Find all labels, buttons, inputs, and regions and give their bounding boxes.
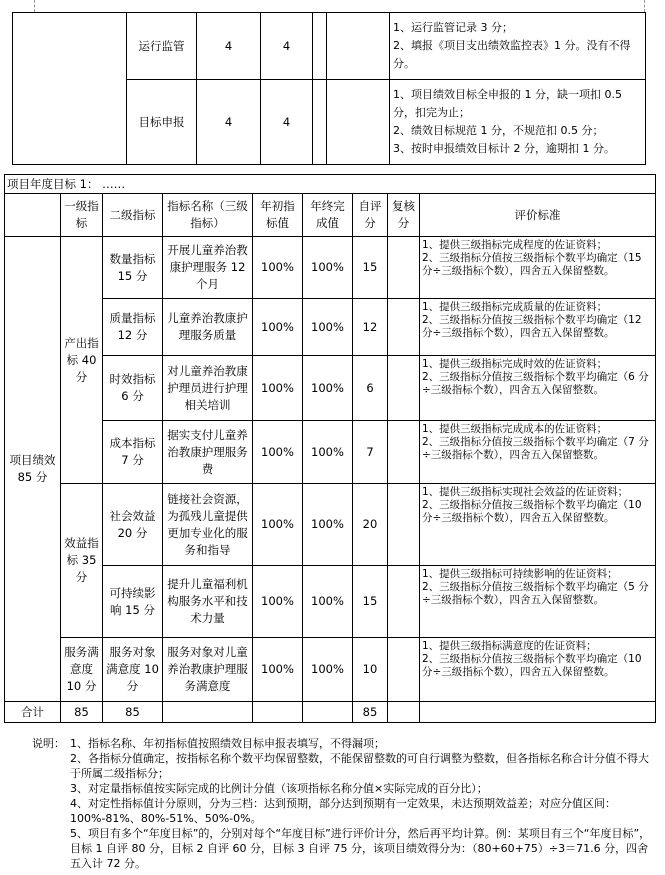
total-label: 合计 bbox=[5, 702, 61, 723]
init-cell: 100% bbox=[253, 237, 303, 299]
l3-cell: 提升儿童福利机构服务水平和技术力量 bbox=[163, 566, 253, 638]
final-cell: 100% bbox=[303, 566, 353, 638]
page-margin-mark bbox=[644, 0, 645, 12]
table-row bbox=[5, 638, 656, 702]
group-output: 产出指标 40 分 bbox=[61, 237, 103, 484]
group-benefit: 效益指标 35 分 bbox=[61, 484, 103, 638]
note-item: 2、各指标分值确定，按指标名称个数平均保留整数，不能保留整数的可自行调整为整数，但各指标名称合计分值不得大于所属二级指标分； bbox=[70, 752, 649, 780]
self-cell: 7 bbox=[353, 421, 388, 484]
notes-label: 说明： bbox=[32, 737, 65, 750]
l2-cell: 社会效益 20 分 bbox=[103, 484, 163, 566]
table-row bbox=[5, 566, 656, 638]
std-cell: 1、提供三级指标完成成本的佐证资料； 2、三级指标分值按三级指标个数平均确定（7 分÷三级指标个数），四舍五入保留整数。 bbox=[420, 421, 656, 484]
top-row-criteria: 1、项目绩效目标全申报的 1 分，缺一项扣 0.5 分，扣完为止； 2、绩效目标规范 1 分，不规范扣 0.5 分； 3、按时申报绩效目标计 2 分，逾期扣 1 分。 bbox=[390, 80, 646, 165]
final-cell: 100% bbox=[303, 484, 353, 566]
main-table bbox=[4, 174, 656, 723]
init-cell: 100% bbox=[253, 299, 303, 356]
l2-cell: 数量指标 15 分 bbox=[103, 237, 163, 299]
top-row-weight: 4 bbox=[197, 80, 261, 165]
top-row bbox=[13, 13, 646, 80]
header-row bbox=[5, 194, 656, 237]
init-cell: 100% bbox=[253, 638, 303, 702]
self-cell: 20 bbox=[353, 484, 388, 566]
final-cell: 100% bbox=[303, 299, 353, 356]
init-cell: 100% bbox=[253, 484, 303, 566]
self-cell: 15 bbox=[353, 566, 388, 638]
l3-cell: 对儿童养治教康护理员进行护理相关培训 bbox=[163, 356, 253, 421]
std-cell: 1、提供三级指标满意度的佐证资料； 2、三级指标分值按三级指标个数平均确定（10 分÷三级指标个数），四舍五入保留整数。 bbox=[420, 638, 656, 702]
header-final: 年终完成值 bbox=[303, 194, 353, 237]
final-cell: 100% bbox=[303, 638, 353, 702]
page-margin-mark bbox=[34, 0, 35, 12]
l3-cell: 据实支付儿童养治教康护理服务费 bbox=[163, 421, 253, 484]
top-row-name: 运行监管 bbox=[127, 13, 197, 80]
l2-cell: 质量指标 12 分 bbox=[103, 299, 163, 356]
init-cell: 100% bbox=[253, 356, 303, 421]
table-row bbox=[5, 299, 656, 356]
init-cell: 100% bbox=[253, 566, 303, 638]
goal-title: 项目年度目标 1： …… bbox=[5, 175, 656, 194]
header-review: 复核分 bbox=[388, 194, 420, 237]
final-cell: 100% bbox=[303, 237, 353, 299]
header-l2: 二级指标 bbox=[103, 194, 163, 237]
header-l1: 一级指标 bbox=[61, 194, 103, 237]
std-cell: 1、提供三级指标完成程度的佐证资料； 2、三级指标分值按三级指标个数平均确定（15 分÷三级指标个数），四舍五入保留整数。 bbox=[420, 237, 656, 299]
top-table bbox=[12, 12, 646, 165]
notes-section bbox=[32, 736, 657, 871]
top-row-score: 4 bbox=[261, 13, 313, 80]
total-self: 85 bbox=[353, 702, 388, 723]
self-cell: 10 bbox=[353, 638, 388, 702]
note-item: 5、项目有多个“年度目标”的，分别对每个“年度目标”进行评价计分，然后再平均计算。例：某项目有三个“年度目标”，目标 1 自评 80 分，目标 2 自评 60 分，目标 3 自评 75 分，该项目绩效得分为：（80+60+75）÷3＝71.6 分，四舍五入计 72 分。 bbox=[70, 827, 651, 870]
header-l3: 指标名称（三级指标） bbox=[163, 194, 253, 237]
total-row bbox=[5, 702, 656, 723]
l2-cell: 可持续影响 15 分 bbox=[103, 566, 163, 638]
std-cell: 1、提供三级指标可持续影响的佐证资料； 2、三级指标分值按三级指标个数平均确定（5 分÷三级指标个数），四舍五入保留整数。 bbox=[420, 566, 656, 638]
l2-cell: 成本指标 7 分 bbox=[103, 421, 163, 484]
std-cell: 1、提供三级指标实现社会效益的佐证资料； 2、三级指标分值按三级指标个数平均确定（10 分÷三级指标个数），四舍五入保留整数。 bbox=[420, 484, 656, 566]
total-l2: 85 bbox=[103, 702, 163, 723]
std-cell: 1、提供三级指标完成质量的佐证资料； 2、三级指标分值按三级指标个数平均确定（12 分÷三级指标个数），四舍五入保留整数。 bbox=[420, 299, 656, 356]
header-init: 年初指标值 bbox=[253, 194, 303, 237]
final-cell: 100% bbox=[303, 356, 353, 421]
note-item: 3、对定量指标值按实际完成的比例计分值（该项指标名称分值×实际完成的百分比）； bbox=[70, 782, 488, 795]
self-cell: 12 bbox=[353, 299, 388, 356]
final-cell: 100% bbox=[303, 421, 353, 484]
self-cell: 6 bbox=[353, 356, 388, 421]
top-row-criteria: 1、运行监管记录 3 分； 2、填报《项目支出绩效监控表》1 分。没有不得分。 bbox=[390, 13, 646, 80]
std-cell: 1、提供三级指标完成时效的佐证资料； 2、三级指标分值按三级指标个数平均确定（6 分÷三级指标个数），四舍五入保留整数。 bbox=[420, 356, 656, 421]
l3-cell: 开展儿童养治教康护理服务 12个月 bbox=[163, 237, 253, 299]
group-satisfaction: 服务满意度 10 分 bbox=[61, 638, 103, 702]
header-self: 自评分 bbox=[353, 194, 388, 237]
l2-cell: 时效指标 6 分 bbox=[103, 356, 163, 421]
table-row bbox=[5, 421, 656, 484]
table-row bbox=[5, 356, 656, 421]
note-item: 说明： 1、指标名称、年初指标值按照绩效目标申报表填写，不得漏项； bbox=[32, 737, 385, 750]
total-l1: 85 bbox=[61, 702, 103, 723]
table-row bbox=[5, 484, 656, 566]
note-item: 4、对定性指标值计分原则，分为三档：达到预期，部分达到预期有一定效果，未达预期效益差；对应分值区间：100%-81%、80%-51%、50%-0%。 bbox=[70, 797, 616, 825]
init-cell: 100% bbox=[253, 421, 303, 484]
l3-cell: 链接社会资源，为孤残儿童提供更加专业化的服务和指导 bbox=[163, 484, 253, 566]
top-row-weight: 4 bbox=[197, 13, 261, 80]
l2-cell: 服务对象满意度 10 分 bbox=[103, 638, 163, 702]
l3-cell: 儿童养治教康护理服务质量 bbox=[163, 299, 253, 356]
header-std: 评价标准 bbox=[420, 194, 656, 237]
top-row-name: 目标申报 bbox=[127, 80, 197, 165]
l3-cell: 服务对象对儿童养治教康护理服务满意度 bbox=[163, 638, 253, 702]
table-row bbox=[5, 237, 656, 299]
self-cell: 15 bbox=[353, 237, 388, 299]
top-row-score: 4 bbox=[261, 80, 313, 165]
top-blank-cell bbox=[13, 13, 127, 165]
perf-label: 项目绩效 85 分 bbox=[5, 237, 61, 702]
